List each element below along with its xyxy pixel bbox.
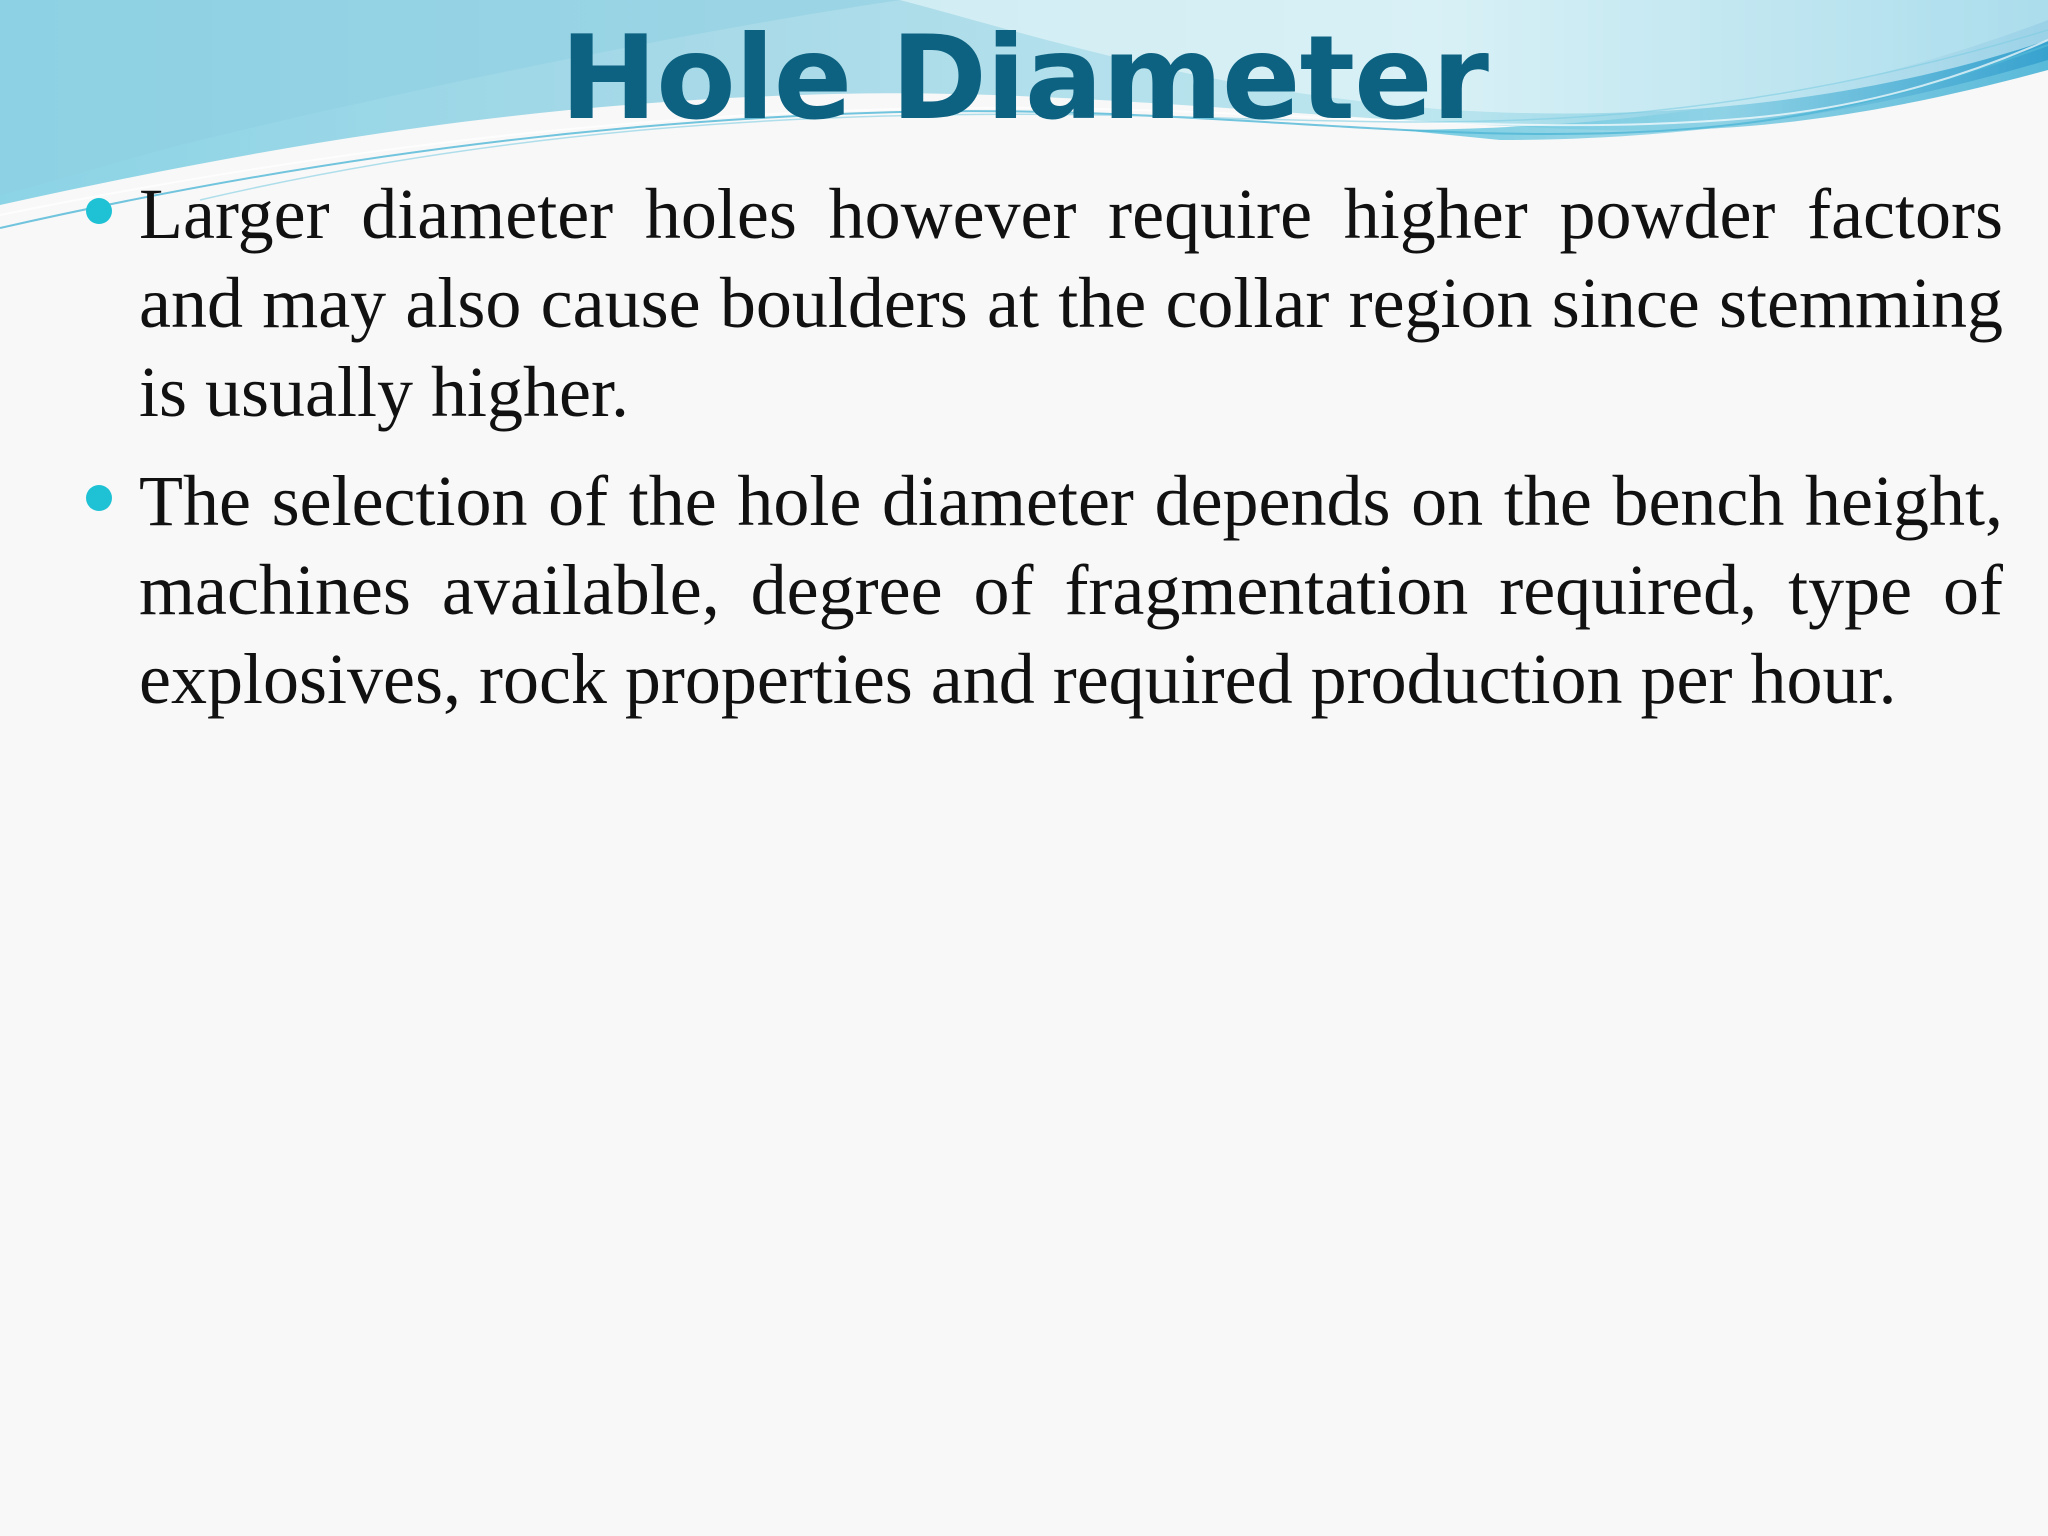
bullet-text-1: Larger diameter holes however require higher powder factors and may also cause boulders at the collar region since stemming is usually higher. [139,174,2003,432]
bullet-text-2: The selection of the hole diameter depends on the bench height, machines available, degree of fragmentation required, type of explosives, rock properties and required production per hour. [139,461,2003,719]
bullet-dot-icon [86,198,112,224]
slide-title: Hole Diameter [560,11,1488,146]
bullet-item-1 [0,170,2048,437]
bullet-item-2 [0,457,2048,724]
bullet-dot-icon [86,485,112,511]
bullet-list [0,170,2048,744]
